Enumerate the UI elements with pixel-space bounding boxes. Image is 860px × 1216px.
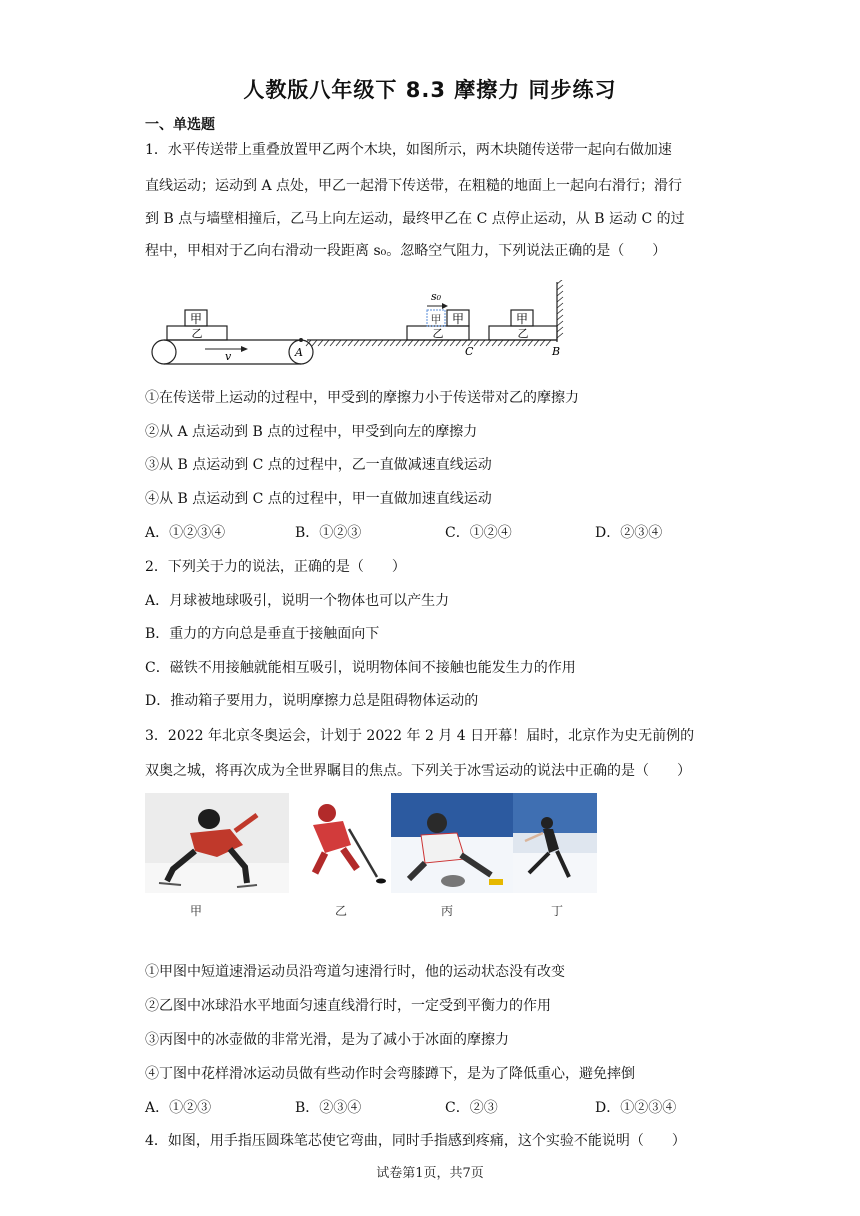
label-yi-c: 乙 — [432, 327, 444, 340]
label-jia-c: 甲 — [451, 312, 465, 326]
photo-curling — [391, 793, 513, 893]
q2-option-a[interactable]: A．月球被地球吸引，说明一个物体也可以产生力 — [145, 593, 450, 609]
q4-stem: 4．如图，用手指压圆珠笔芯使它弯曲，同时手指感到疼痛，这个实验不能说明（ ） — [145, 1133, 686, 1149]
q3-statement-2: ②乙图中冰球沿水平地面匀速直线滑行时，一定受到平衡力的作用 — [145, 998, 551, 1014]
q3-option-c[interactable]: C．②③ — [445, 1100, 498, 1116]
q3-stem-line-1: 3．2022 年北京冬奥运会，计划于 2022 年 2 月 4 日开幕！届时，北京作为史无前例的 — [145, 728, 695, 744]
photo-speed-skater — [145, 793, 289, 893]
conveyor-diagram — [145, 280, 585, 365]
q1-option-b[interactable]: B．①②③ — [295, 525, 362, 541]
label-yi-belt: 乙 — [191, 327, 203, 340]
q1-stem-line-4: 程中，甲相对于乙向右滑动一段距离 s₀。忽略空气阻力，下列说法正确的是（ ） — [145, 243, 667, 259]
q1-statement-4: ④从 B 点运动到 C 点的过程中，甲一直做加速直线运动 — [145, 491, 492, 507]
q1-option-c[interactable]: C．①②④ — [445, 525, 512, 541]
q1-stem-line-1: 1．水平传送带上重叠放置甲乙两个木块，如图所示，两木块随传送带一起向右做加速 — [145, 142, 672, 158]
q3-statement-4: ④丁图中花样滑冰运动员做有些动作时会弯膝蹲下，是为了降低重心，避免摔倒 — [145, 1066, 635, 1082]
q1-statement-1: ①在传送带上运动的过程中，甲受到的摩擦力小于传送带对乙的摩擦力 — [145, 390, 579, 406]
conveyor-belt — [152, 340, 313, 364]
q1-option-a[interactable]: A．①②③④ — [145, 525, 226, 541]
q1-statement-3: ③从 B 点运动到 C 点的过程中，乙一直做减速直线运动 — [145, 457, 492, 473]
q3-option-a[interactable]: A．①②③ — [145, 1100, 212, 1116]
label-jia-ghost: 甲 — [430, 313, 442, 326]
ground-hatching — [306, 340, 551, 346]
label-b: B — [552, 345, 561, 358]
q3-stem-line-2: 双奥之城，将再次成为全世界瞩目的焦点。下列关于冰雪运动的说法中正确的是（ ） — [145, 763, 691, 779]
wall-hatching — [557, 280, 563, 338]
caption-yi: 乙 — [335, 904, 348, 918]
q2-option-d[interactable]: D．推动箱子要用力，说明摩擦力总是阻碍物体运动的 — [145, 693, 479, 709]
q1-statement-2: ②从 A 点运动到 B 点的过程中，甲受到向左的摩擦力 — [145, 424, 478, 440]
photo-figure-skater — [513, 793, 597, 893]
q1-stem-line-3: 到 B 点与墙壁相撞后，乙马上向左运动，最终甲乙在 C 点停止运动，从 B 运动 C 的过 — [145, 211, 685, 227]
page-title: 人教版八年级下 8.3 摩擦力 同步练习 — [243, 78, 617, 102]
label-v: v — [225, 350, 232, 363]
section-heading: 一、单选题 — [145, 117, 215, 133]
q1-option-d[interactable]: D．②③④ — [595, 525, 663, 541]
label-c: C — [465, 345, 474, 358]
label-jia-b: 甲 — [515, 312, 529, 326]
caption-jia: 甲 — [190, 904, 203, 918]
q3-option-b[interactable]: B．②③④ — [295, 1100, 362, 1116]
q3-statement-3: ③丙图中的冰壶做的非常光滑，是为了减小于冰面的摩擦力 — [145, 1032, 509, 1048]
photo-ice-hockey — [291, 793, 389, 893]
caption-ding: 丁 — [551, 904, 564, 918]
point-a-marker — [299, 338, 303, 342]
label-a: A — [295, 346, 303, 359]
page-footer: 试卷第1页，共7页 — [376, 1166, 484, 1181]
q2-option-b[interactable]: B．重力的方向总是垂直于接触面向下 — [145, 626, 380, 642]
q3-statement-1: ①甲图中短道速滑运动员沿弯道匀速滑行时，他的运动状态没有改变 — [145, 964, 565, 980]
label-s0: s₀ — [431, 290, 442, 303]
q2-stem: 2．下列关于力的说法，正确的是（ ） — [145, 559, 406, 575]
q3-option-d[interactable]: D．①②③④ — [595, 1100, 677, 1116]
label-jia-belt: 甲 — [189, 312, 203, 326]
caption-bing: 丙 — [441, 904, 454, 918]
label-yi-b: 乙 — [517, 327, 529, 340]
q1-stem-line-2: 直线运动；运动到 A 点处，甲乙一起滑下传送带，在粗糙的地面上一起向右滑行；滑行 — [145, 178, 683, 194]
q2-option-c[interactable]: C．磁铁不用接触就能相互吸引，说明物体间不接触也能发生力的作用 — [145, 660, 576, 676]
